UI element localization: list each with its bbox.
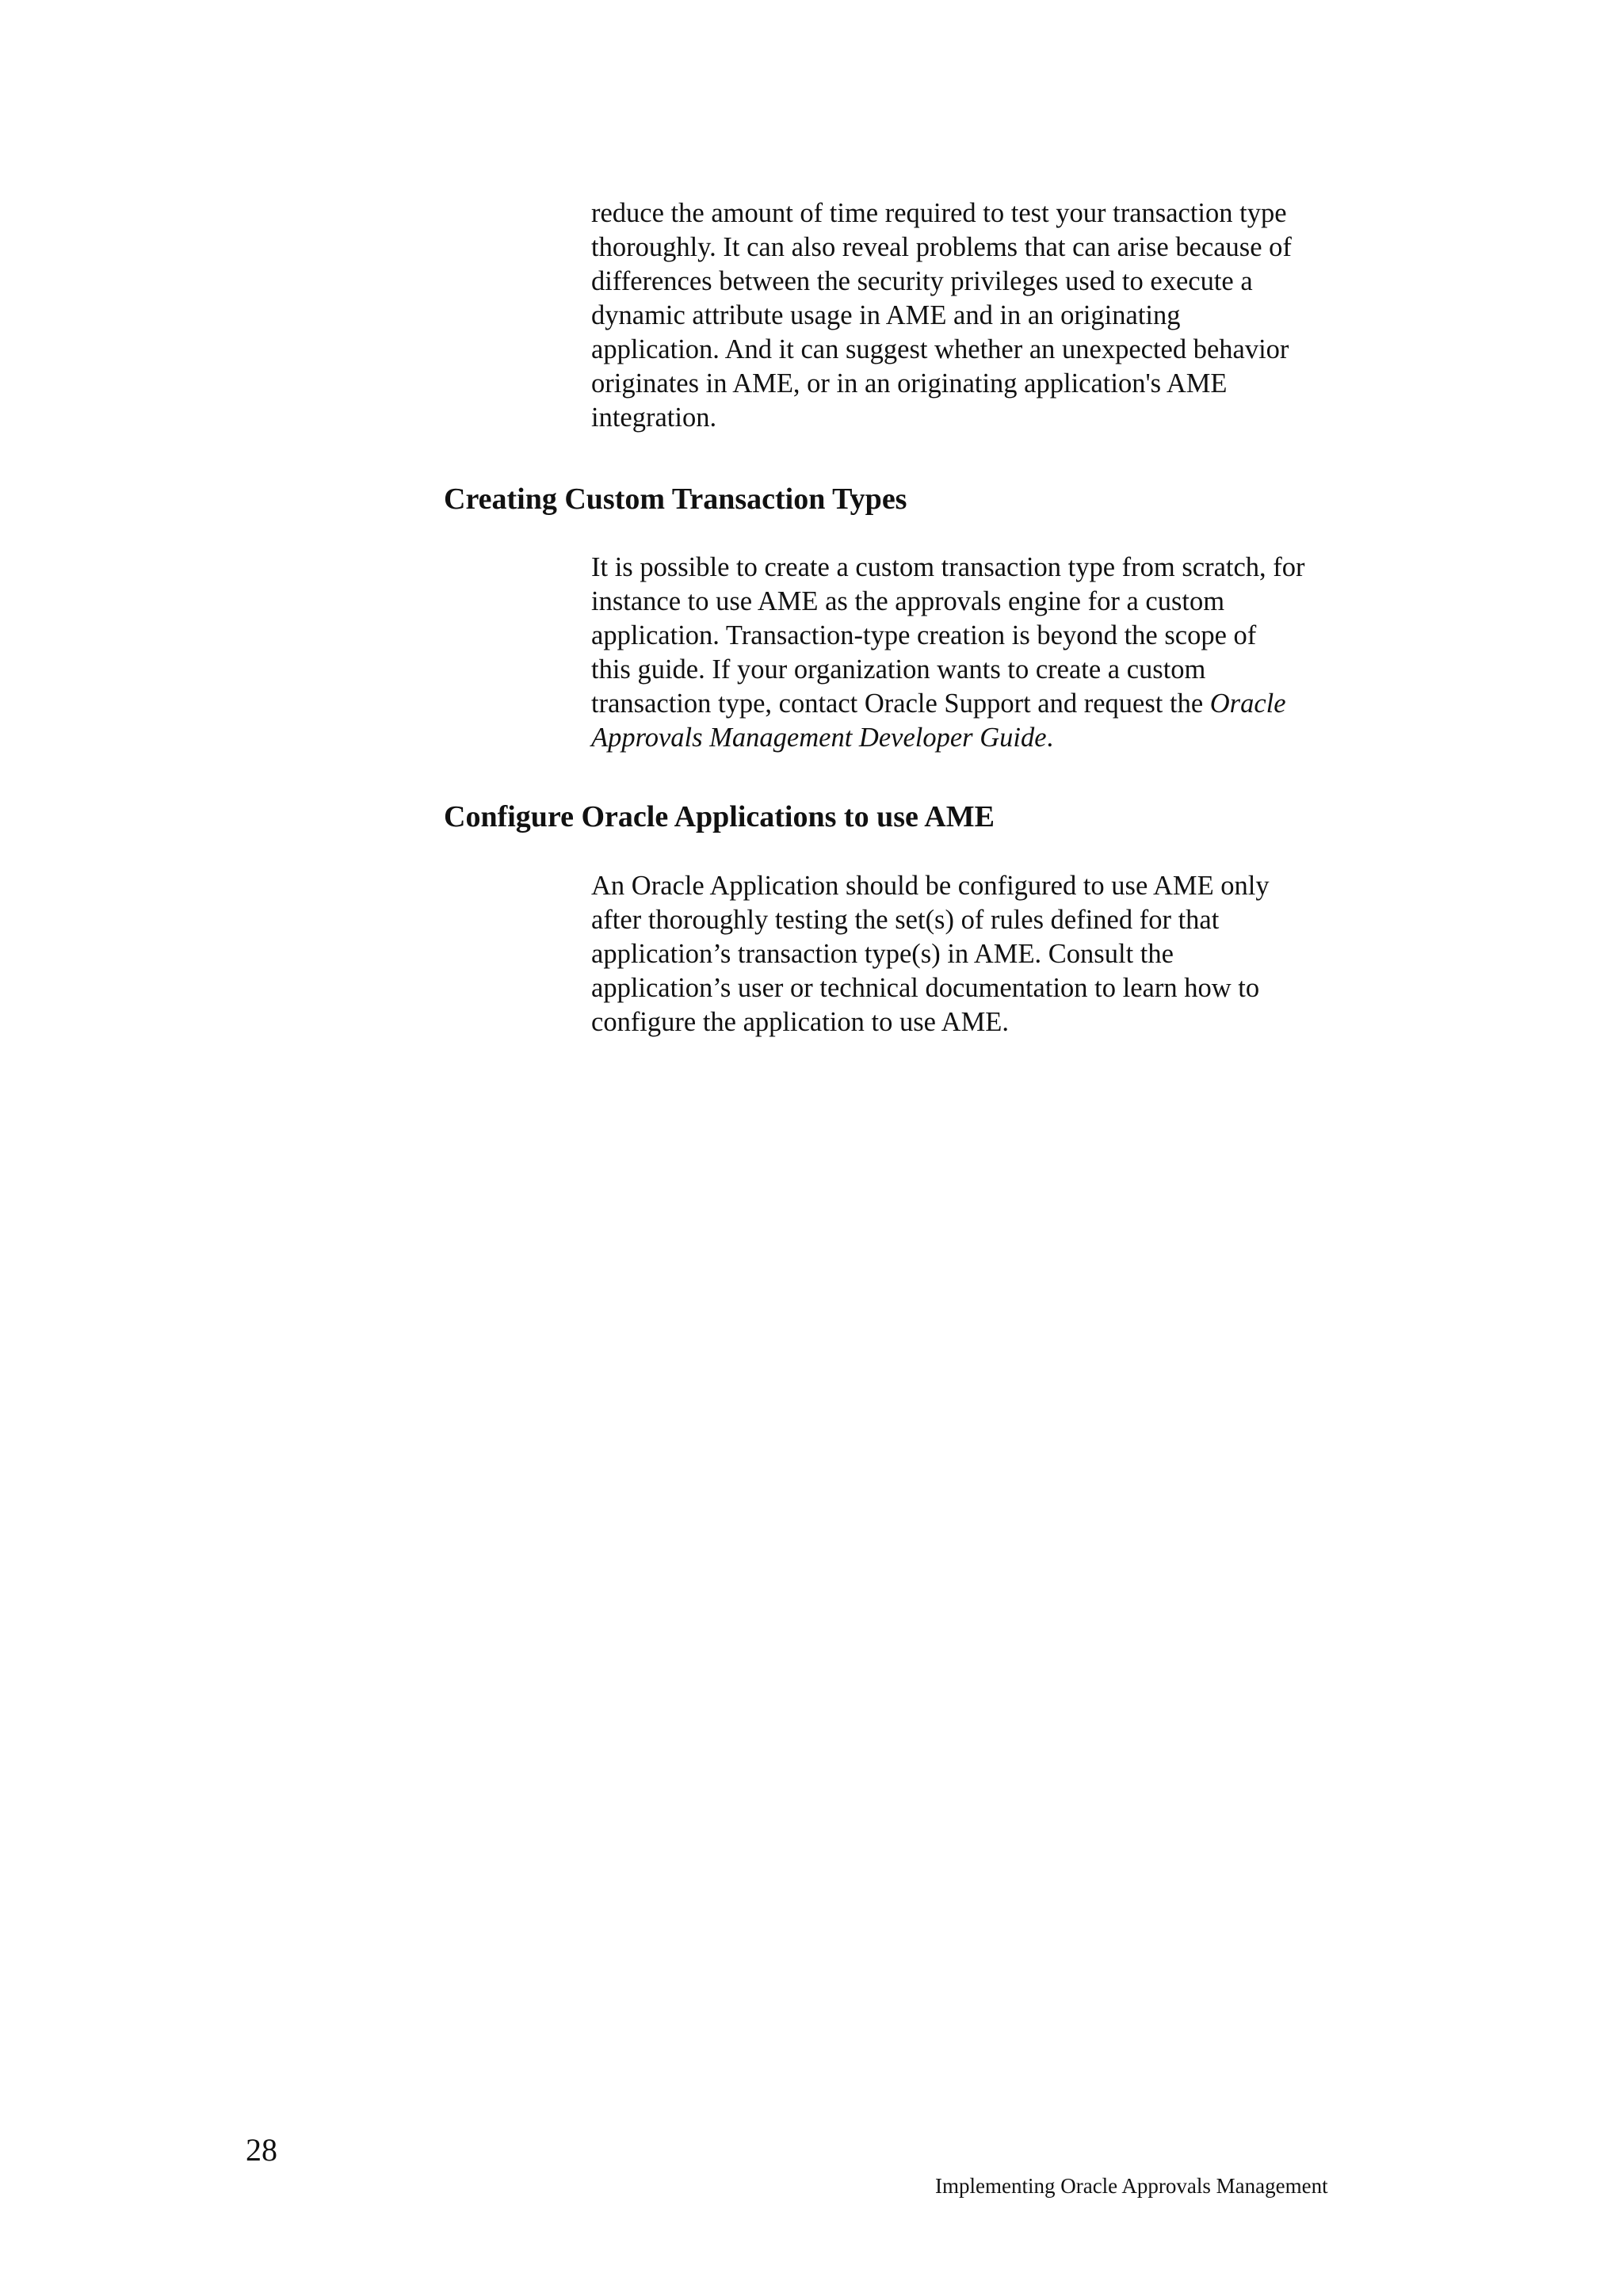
paragraph-line: instance to use AME as the approvals engine for a custom [591, 586, 1225, 616]
paragraph-line: An Oracle Application should be configured to use AME only [591, 871, 1270, 901]
guide-title-italic: Oracle [1209, 688, 1286, 719]
paragraph-line [591, 721, 1400, 755]
paragraph-line: dynamic attribute usage in AME and in an originating [591, 300, 1181, 330]
paragraph-line: this guide. If your organization wants to create a custom [591, 654, 1206, 685]
paragraph-line [591, 687, 1400, 721]
section-heading-configure-oracle-applications: Configure Oracle Applications to use AME [444, 800, 995, 833]
page-number: 28 [246, 2132, 277, 2168]
paragraph-line: differences between the security privileges used to execute a [591, 266, 1253, 296]
paragraph-line: integration. [591, 402, 717, 433]
guide-title-italic: Approvals Management Developer Guide [591, 723, 1047, 753]
paragraph-line: application. And it can suggest whether an unexpected behavior [591, 334, 1289, 364]
paragraph-line: originates in AME, or in an originating application's AME [591, 368, 1228, 399]
paragraph-line: application’s user or technical documentation to learn how to [591, 973, 1260, 1003]
paragraph-text: . [1046, 723, 1054, 753]
custom-transaction-types-paragraph [591, 551, 1400, 755]
paragraph-line: after thoroughly testing the set(s) of rules defined for that [591, 905, 1220, 935]
paragraph-text: transaction type, contact Oracle Support and request the [591, 688, 1210, 719]
paragraph-line: application. Transaction-type creation is beyond the scope of [591, 620, 1257, 650]
paragraph-line: reduce the amount of time required to test your transaction type [591, 198, 1287, 228]
paragraph-line: thoroughly. It can also reveal problems that can arise because of [591, 232, 1292, 262]
paragraph-line: application’s transaction type(s) in AME. Consult the [591, 939, 1174, 969]
paragraph-line: It is possible to create a custom transaction type from scratch, for [591, 552, 1305, 582]
footer-document-title: Implementing Oracle Approvals Management [935, 2174, 1328, 2198]
section-heading-custom-transaction-types: Creating Custom Transaction Types [444, 482, 907, 516]
intro-paragraph [591, 196, 1400, 435]
paragraph-line: configure the application to use AME. [591, 1007, 1009, 1037]
configure-applications-paragraph [591, 869, 1400, 1039]
